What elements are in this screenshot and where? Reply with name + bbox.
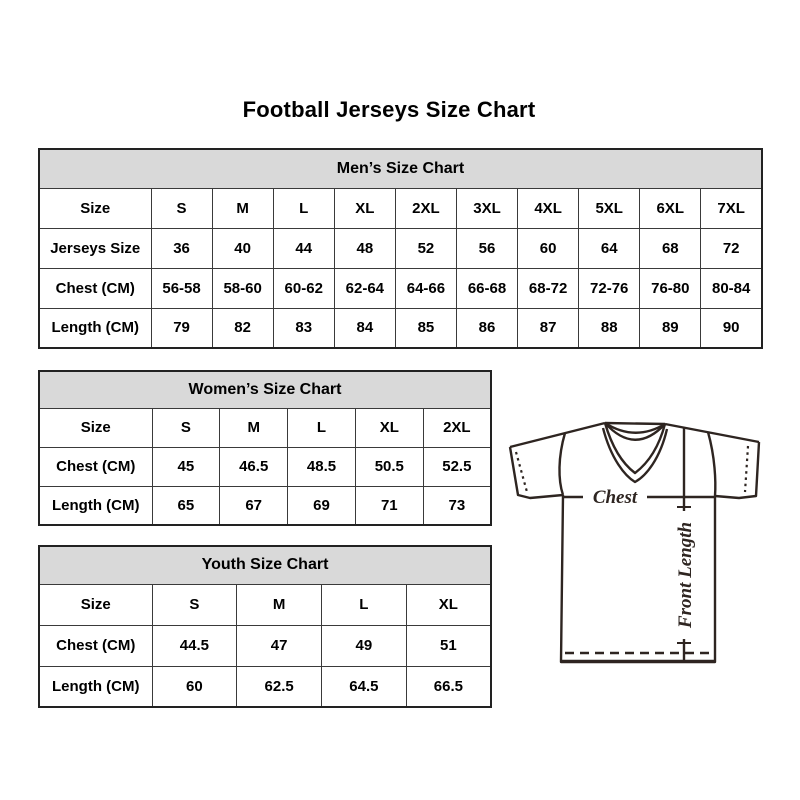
value-cell: 60-62	[273, 268, 334, 308]
value-cell: 48.5	[288, 447, 356, 486]
value-cell: 64-66	[395, 268, 456, 308]
value-cell: 60	[518, 228, 579, 268]
jersey-collar-top	[605, 423, 665, 424]
value-cell: 51	[406, 625, 491, 666]
value-cell: 87	[518, 308, 579, 348]
value-cell: 48	[334, 228, 395, 268]
value-cell: L	[322, 584, 407, 625]
jersey-right-armhole	[708, 432, 715, 496]
value-cell: 68	[640, 228, 701, 268]
value-cell: 3XL	[456, 188, 517, 228]
table-row	[39, 447, 491, 486]
jersey-left-sleeve	[510, 447, 563, 498]
jersey-left-shoulder	[510, 423, 605, 447]
youth-table-header-row	[39, 546, 491, 584]
value-cell: 40	[212, 228, 273, 268]
value-cell: 72-76	[579, 268, 640, 308]
value-cell: 66-68	[456, 268, 517, 308]
front-length-label: Front Length	[675, 521, 696, 629]
row-label-cell: Length (CM)	[39, 666, 152, 707]
value-cell: 64.5	[322, 666, 407, 707]
value-cell: 64	[579, 228, 640, 268]
table-row	[39, 408, 491, 447]
value-cell: M	[237, 584, 322, 625]
youth-size-table	[38, 545, 492, 708]
row-label-cell: Length (CM)	[39, 308, 151, 348]
value-cell: 2XL	[423, 408, 491, 447]
value-cell: 44.5	[152, 625, 237, 666]
value-cell: 82	[212, 308, 273, 348]
value-cell: XL	[334, 188, 395, 228]
row-label-cell: Chest (CM)	[39, 625, 152, 666]
value-cell: 45	[152, 447, 220, 486]
women-table-header-row	[39, 371, 491, 408]
value-cell: XL	[355, 408, 423, 447]
value-cell: S	[152, 408, 220, 447]
value-cell: M	[212, 188, 273, 228]
table-row	[39, 486, 491, 525]
value-cell: 69	[288, 486, 356, 525]
row-label-cell: Length (CM)	[39, 486, 152, 525]
value-cell: 76-80	[640, 268, 701, 308]
value-cell: 67	[220, 486, 288, 525]
row-label-cell: Size	[39, 408, 152, 447]
value-cell: 71	[355, 486, 423, 525]
men-table-header-row	[39, 149, 762, 188]
value-cell: 60	[152, 666, 237, 707]
value-cell: L	[288, 408, 356, 447]
row-label-cell: Chest (CM)	[39, 447, 152, 486]
value-cell: 50.5	[355, 447, 423, 486]
value-cell: 80-84	[701, 268, 762, 308]
value-cell: 56-58	[151, 268, 212, 308]
row-label-cell: Jerseys Size	[39, 228, 151, 268]
value-cell: 85	[395, 308, 456, 348]
value-cell: 5XL	[579, 188, 640, 228]
jersey-right-cuff-stitch	[745, 446, 748, 492]
value-cell: 72	[701, 228, 762, 268]
table-row	[39, 228, 762, 268]
row-label-cell: Chest (CM)	[39, 268, 151, 308]
value-cell: M	[220, 408, 288, 447]
womens-size-table	[38, 370, 492, 526]
value-cell: 58-60	[212, 268, 273, 308]
value-cell: 49	[322, 625, 407, 666]
value-cell: 62.5	[237, 666, 322, 707]
value-cell: 88	[579, 308, 640, 348]
row-label-cell: Size	[39, 188, 151, 228]
value-cell: 62-64	[334, 268, 395, 308]
youth-table-title: Youth Size Chart	[39, 546, 491, 584]
value-cell: 79	[151, 308, 212, 348]
table-row	[39, 625, 491, 666]
jersey-left-armhole	[559, 433, 565, 495]
jersey-collar-arc2	[605, 423, 665, 440]
value-cell: 44	[273, 228, 334, 268]
value-cell: 66.5	[406, 666, 491, 707]
women-table-title: Women’s Size Chart	[39, 371, 491, 408]
page-title: Football Jerseys Size Chart	[242, 97, 536, 122]
table-row	[39, 666, 491, 707]
value-cell: 65	[152, 486, 220, 525]
table-row	[39, 268, 762, 308]
value-cell: 46.5	[220, 447, 288, 486]
value-cell: S	[151, 188, 212, 228]
jersey-right-shoulder	[665, 424, 759, 442]
value-cell: 56	[456, 228, 517, 268]
value-cell: 83	[273, 308, 334, 348]
jersey-right-sleeve	[715, 442, 759, 498]
value-cell: 52	[395, 228, 456, 268]
value-cell: L	[273, 188, 334, 228]
value-cell: S	[152, 584, 237, 625]
value-cell: 36	[151, 228, 212, 268]
value-cell: 4XL	[518, 188, 579, 228]
value-cell: 2XL	[395, 188, 456, 228]
value-cell: 84	[334, 308, 395, 348]
table-row	[39, 188, 762, 228]
table-row	[39, 308, 762, 348]
value-cell: 6XL	[640, 188, 701, 228]
value-cell: 90	[701, 308, 762, 348]
value-cell: XL	[406, 584, 491, 625]
value-cell: 7XL	[701, 188, 762, 228]
men-table-title: Men’s Size Chart	[39, 149, 762, 188]
jersey-measurement-diagram	[495, 395, 780, 690]
mens-size-table	[38, 148, 763, 349]
value-cell: 86	[456, 308, 517, 348]
table-row	[39, 584, 491, 625]
value-cell: 52.5	[423, 447, 491, 486]
value-cell: 68-72	[518, 268, 579, 308]
value-cell: 89	[640, 308, 701, 348]
chest-label: Chest	[592, 487, 638, 508]
value-cell: 73	[423, 486, 491, 525]
value-cell: 47	[237, 625, 322, 666]
row-label-cell: Size	[39, 584, 152, 625]
